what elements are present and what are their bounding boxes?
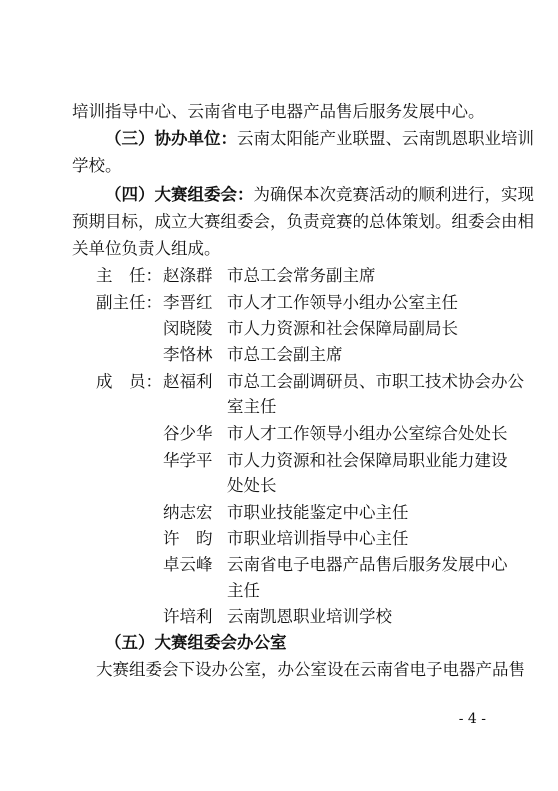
member-label: 成 员： — [96, 372, 162, 391]
section-4-line-3: 关单位负责人组成。 — [72, 239, 221, 258]
section-4-heading: （四）大赛组委会： — [105, 185, 254, 204]
member-title: 市总工会副调研员、市职工技术协会办公 — [227, 372, 524, 391]
section-5-heading: （五）大赛组委会办公室 — [105, 633, 287, 652]
vice-name: 李恪林 — [163, 345, 213, 364]
member-title: 市人才工作领导小组办公室综合处处长 — [227, 424, 508, 443]
member-title: 云南凯恩职业培训学校 — [227, 607, 392, 626]
section-4-line-2: 预期目标，成立大赛组委会，负责竞赛的总体策划。组委会由相 — [72, 212, 534, 231]
member-name: 许 昀 — [163, 529, 213, 548]
page-number: - 4 - — [458, 711, 486, 727]
member-title: 市职业技能鉴定中心主任 — [227, 503, 409, 522]
section-4-line — [105, 184, 534, 206]
member-name: 纳志宏 — [163, 503, 213, 522]
member-name: 卓云峰 — [163, 555, 213, 574]
director-label: 主 任： — [96, 266, 162, 285]
member-name: 华学平 — [163, 451, 213, 470]
member-name: 许培利 — [163, 607, 213, 626]
member-title: 市职业培训指导中心主任 — [227, 529, 409, 548]
section-3-heading: （三）协办单位： — [105, 129, 237, 148]
member-title: 市人力资源和社会保障局职业能力建设 — [227, 451, 508, 470]
vice-label: 副主任： — [96, 293, 162, 312]
member-name: 赵福利 — [163, 372, 213, 391]
member-title-cont: 处处长 — [227, 476, 277, 495]
member-title: 云南省电子电器产品售后服务发展中心 — [227, 555, 508, 574]
vice-name: 李晋红 — [163, 293, 213, 312]
section-3-line-2: 学校。 — [72, 156, 122, 175]
member-title-cont: 室主任 — [227, 397, 277, 416]
director-title: 市总工会常务副主席 — [227, 266, 376, 285]
director-name: 赵涤群 — [163, 266, 213, 285]
vice-title: 市人力资源和社会保障局副局长 — [227, 319, 458, 338]
section-3-line — [105, 128, 534, 150]
paragraph-line: 培训指导中心、云南省电子电器产品售后服务发展中心。 — [72, 102, 485, 121]
member-title-cont: 主任 — [227, 581, 260, 600]
vice-name: 闵晓陵 — [163, 319, 213, 338]
vice-title: 市总工会副主席 — [227, 345, 343, 364]
section-3-text: 云南太阳能产业联盟、云南凯恩职业培训 — [237, 129, 534, 148]
section-4-text: 为确保本次竞赛活动的顺利进行，实现 — [253, 185, 534, 204]
member-name: 谷少华 — [163, 424, 213, 443]
section-5-text: 大赛组委会下设办公室，办公室设在云南省电子电器产品售 — [96, 660, 525, 679]
vice-title: 市人才工作领导小组办公室主任 — [227, 293, 458, 312]
